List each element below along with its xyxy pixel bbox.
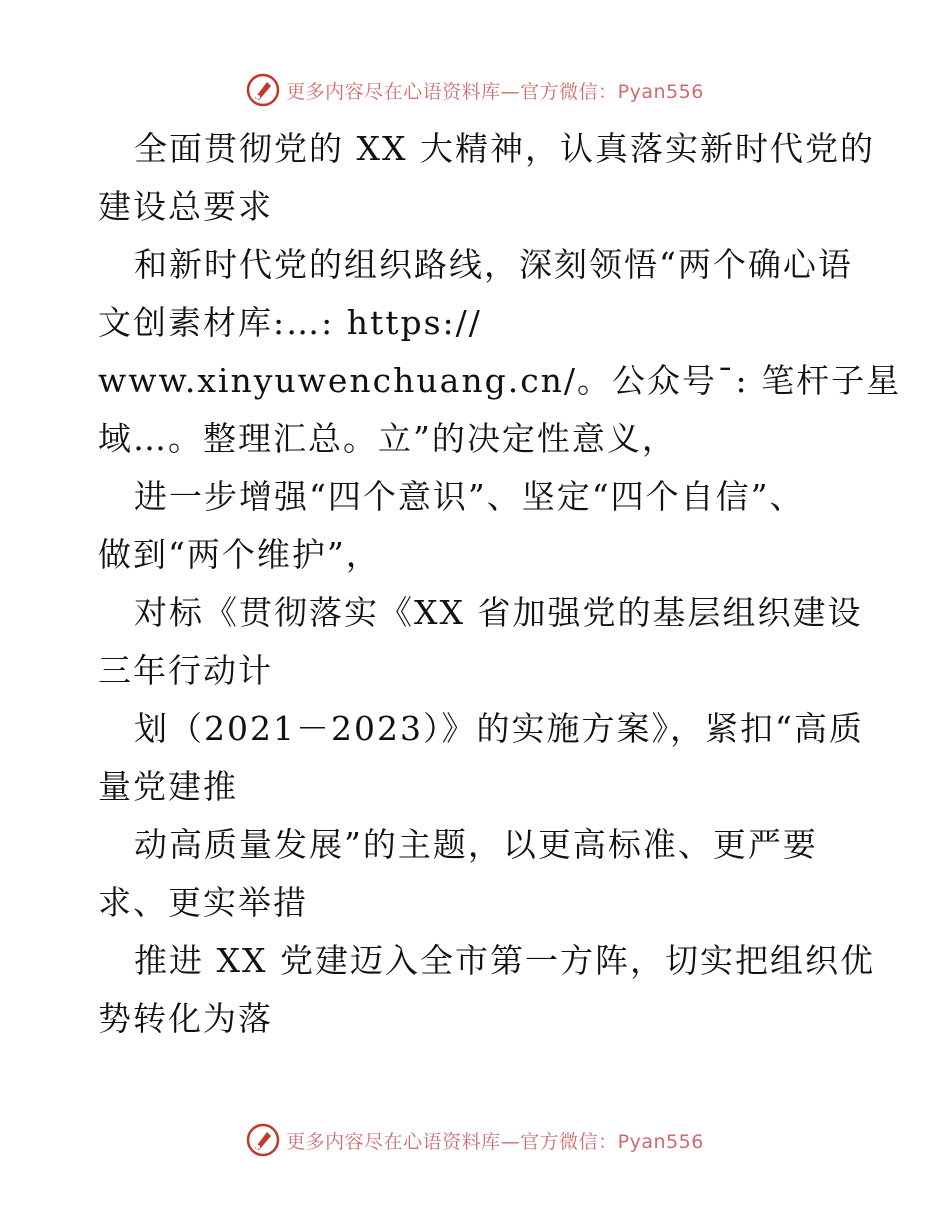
text-line: 文创素材库:…: https:// — [98, 303, 482, 342]
text-line: 势转化为落 — [98, 999, 273, 1038]
footer-watermark — [0, 1120, 950, 1160]
text-line: 全面贯彻党的 XX 大精神，认真落实新时代党的 — [134, 129, 875, 168]
text-line: 做到“两个维护”， — [98, 535, 381, 574]
text-line: 推进 XX 党建迈入全市第一方阵，切实把组织优 — [134, 941, 875, 980]
text-line: www.xinyuwenchuang.cn/。公众号¯: 笔杆子星 — [98, 361, 902, 400]
pen-nib-icon — [246, 1123, 280, 1157]
text-line: 动高质量发展”的主题，以更高标准、更严要 — [134, 825, 818, 864]
document-body — [98, 120, 902, 1048]
text-line: 对标《贯彻落实《XX 省加强党的基层组织建设 — [134, 593, 863, 632]
watermark-text: 更多内容尽在心语资料库—官方微信：Pyan556 — [286, 1130, 704, 1153]
text-line: 和新时代党的组织路线，深刻领悟“两个确心语 — [134, 245, 853, 284]
text-line: 域…。整理汇总。立”的决定性意义， — [98, 419, 677, 458]
watermark-text: 更多内容尽在心语资料库—官方微信：Pyan556 — [286, 80, 704, 103]
text-line: 建设总要求 — [98, 187, 273, 226]
text-line: 进一步增强“四个意识”、坚定“四个自信”、 — [134, 477, 805, 516]
text-line: 量党建推 — [98, 767, 238, 806]
pen-nib-icon — [246, 73, 280, 107]
header-watermark — [0, 70, 950, 110]
text-line: 划（2021－2023）》的实施方案》，紧扣“高质 — [134, 709, 864, 748]
text-line: 三年行动计 — [98, 651, 273, 690]
text-line: 求、更实举措 — [98, 883, 308, 922]
